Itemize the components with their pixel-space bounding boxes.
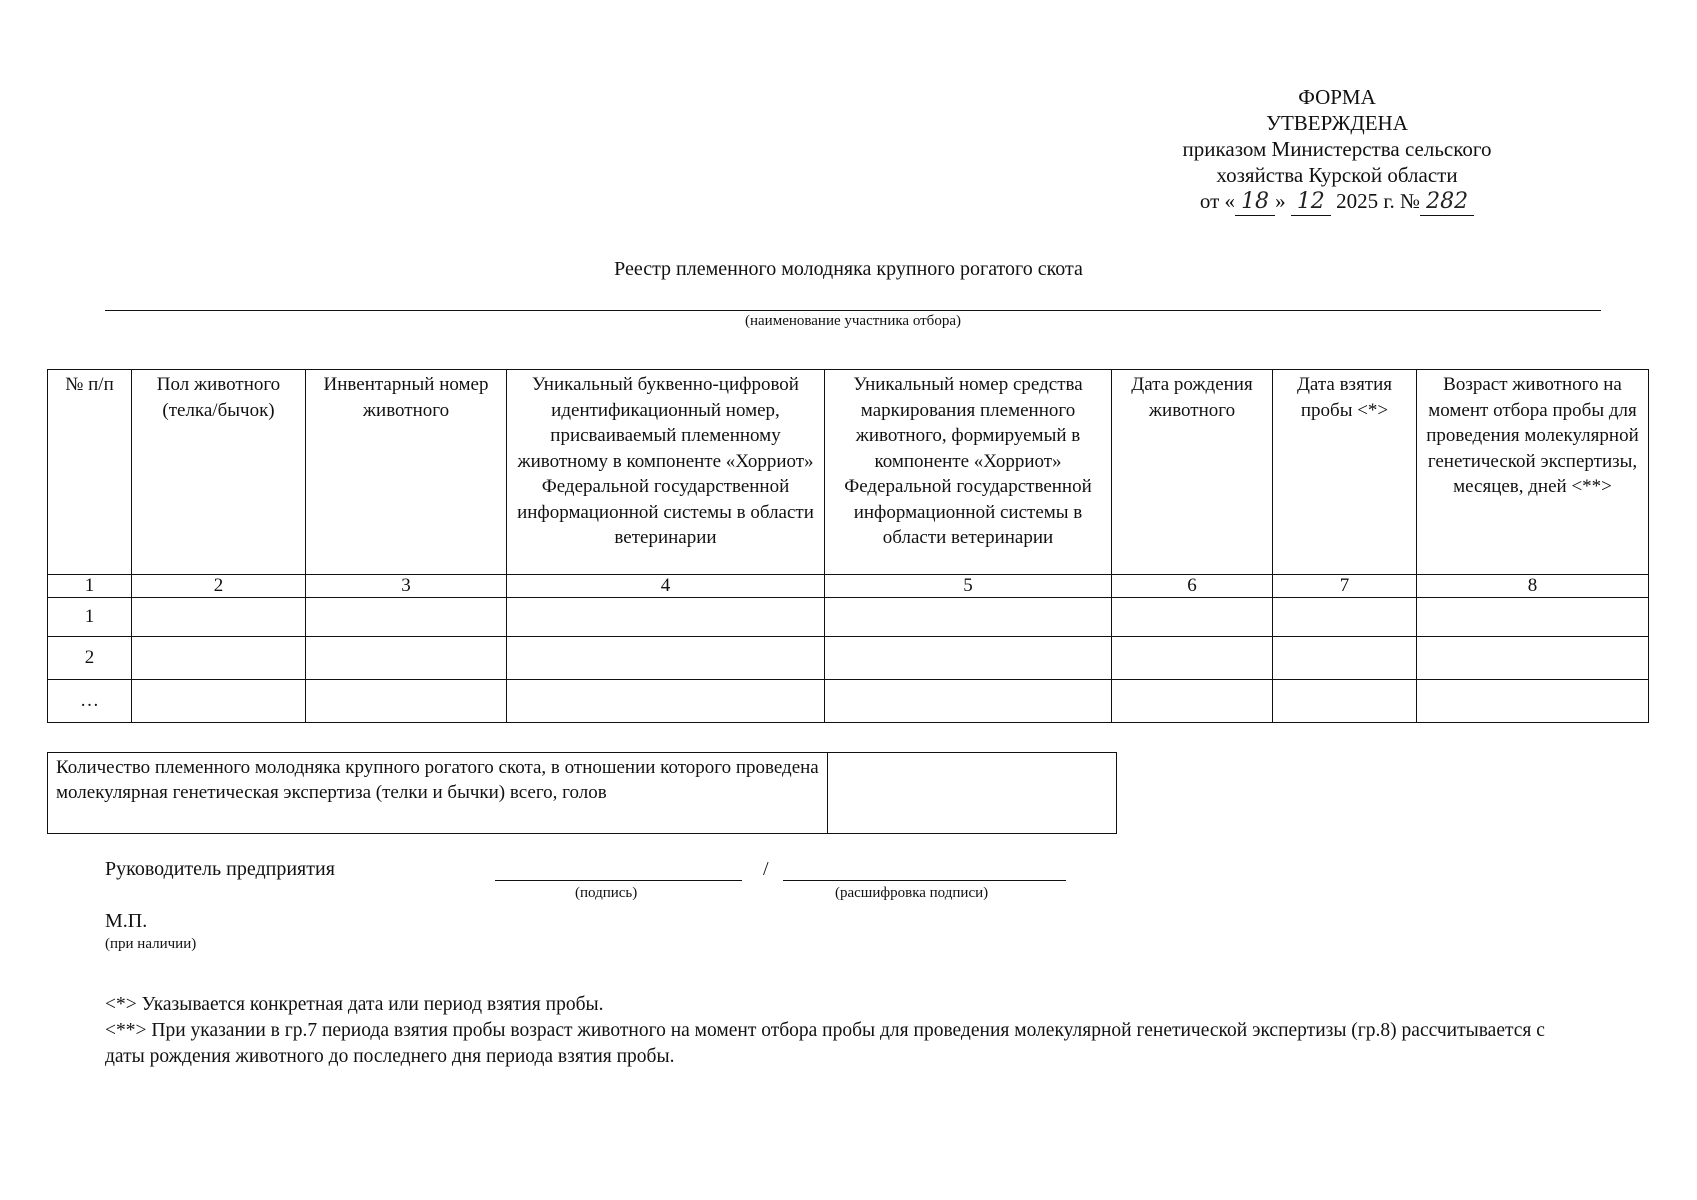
column-number: 7 — [1273, 575, 1417, 598]
column-number-row — [48, 575, 1649, 598]
approval-order-line: приказом Министерства сельского — [1182, 137, 1492, 161]
table-cell[interactable] — [507, 598, 825, 637]
date-mid: » — [1275, 189, 1286, 213]
signature-decoding-caption: (расшифровка подписи) — [835, 885, 989, 901]
table-cell[interactable] — [132, 680, 306, 723]
header-marking-number: Уникальный номер средства маркирования племенного животного, формируемый в компоненте «Хорриот» Федеральной государственной информационной системы в области ветеринарии — [825, 370, 1112, 575]
table-cell[interactable] — [1273, 598, 1417, 637]
table-row — [48, 680, 1649, 723]
column-number: 4 — [507, 575, 825, 598]
table-cell[interactable] — [1417, 680, 1649, 723]
column-number: 1 — [48, 575, 132, 598]
table-cell[interactable] — [825, 598, 1112, 637]
form-label: ФОРМА — [1298, 85, 1376, 109]
summary-table — [47, 752, 1117, 834]
table-cell[interactable] — [1273, 680, 1417, 723]
handwritten-order-number: 282 — [1420, 189, 1474, 216]
header-number: № п/п — [48, 370, 132, 575]
table-row — [48, 598, 1649, 637]
approval-date-line — [1127, 188, 1547, 216]
table-cell[interactable] — [306, 637, 507, 680]
registry-table — [47, 369, 1649, 723]
signature-separator: / — [763, 858, 769, 880]
column-number: 3 — [306, 575, 507, 598]
summary-label: Количество племенного молодняка крупного рогатого скота, в отношении которого проведена молекулярная генетическая экспертиза (телки и бычки) всего, голов — [48, 753, 828, 834]
participant-name-field[interactable] — [105, 310, 1601, 311]
director-label: Руководитель предприятия — [105, 858, 335, 880]
table-cell[interactable] — [1417, 598, 1649, 637]
summary-row — [48, 753, 1117, 834]
table-cell[interactable] — [132, 598, 306, 637]
header-animal-age: Возраст животного на момент отбора пробы для проведения молекулярной генетической экспертизы, месяцев, дней <**> — [1417, 370, 1649, 575]
header-sample-date: Дата взятия пробы <*> — [1273, 370, 1417, 575]
table-cell[interactable] — [1273, 637, 1417, 680]
signature-block — [105, 858, 1205, 918]
approval-ministry-line: хозяйства Курской области — [1216, 163, 1458, 187]
table-cell[interactable] — [825, 637, 1112, 680]
header-sex: Пол животного (телка/бычок) — [132, 370, 306, 575]
table-cell[interactable] — [306, 598, 507, 637]
table-cell[interactable] — [1417, 637, 1649, 680]
table-cell[interactable] — [1112, 680, 1273, 723]
table-row — [48, 637, 1649, 680]
date-year: 2025 г. № — [1336, 189, 1421, 213]
handwritten-month: 12 — [1291, 189, 1331, 216]
signature-decoding-field[interactable] — [783, 880, 1066, 881]
header-inventory-number: Инвентарный номер животного — [306, 370, 507, 575]
approved-label: УТВЕРЖДЕНА — [1266, 111, 1408, 135]
column-number: 8 — [1417, 575, 1649, 598]
signature-field[interactable] — [495, 880, 742, 881]
column-number: 6 — [1112, 575, 1273, 598]
footnote-2: <**> При указании в гр.7 периода взятия пробы возраст животного на момент отбора пробы для проведения молекулярной генетической экспертизы (гр.8) рассчитывается с даты рождения животного до последнего дня периода взятия пробы. — [105, 1020, 1545, 1067]
footnotes — [105, 992, 1565, 1070]
document-title: Реестр племенного молодняка крупного рогатого скота — [614, 258, 1083, 280]
stamp-note: (при наличии) — [105, 936, 197, 952]
table-cell[interactable] — [132, 637, 306, 680]
participant-caption: (наименование участника отбора) — [745, 313, 961, 329]
row-number: … — [48, 680, 132, 723]
column-number: 5 — [825, 575, 1112, 598]
table-cell[interactable] — [507, 680, 825, 723]
row-number: 2 — [48, 637, 132, 680]
approval-stamp-block — [1127, 84, 1547, 216]
header-horriot-id: Уникальный буквенно-цифровой идентификационный номер, присваиваемый племенному животному в компоненте «Хорриот» Федеральной государственной информационной системы в области ветеринарии — [507, 370, 825, 575]
table-cell[interactable] — [507, 637, 825, 680]
row-number: 1 — [48, 598, 132, 637]
handwritten-day: 18 — [1235, 189, 1275, 216]
stamp-label: М.П. — [105, 910, 148, 932]
date-prefix: от « — [1199, 189, 1236, 213]
signature-caption: (подпись) — [575, 885, 638, 901]
table-cell[interactable] — [1112, 637, 1273, 680]
table-cell[interactable] — [306, 680, 507, 723]
footnote-1: <*> Указывается конкретная дата или период взятия пробы. — [105, 994, 604, 1015]
table-cell[interactable] — [825, 680, 1112, 723]
header-birth-date: Дата рождения животного — [1112, 370, 1273, 575]
table-cell[interactable] — [1112, 598, 1273, 637]
column-number: 2 — [132, 575, 306, 598]
summary-value-cell[interactable] — [828, 753, 1117, 834]
table-header-row — [48, 370, 1649, 575]
